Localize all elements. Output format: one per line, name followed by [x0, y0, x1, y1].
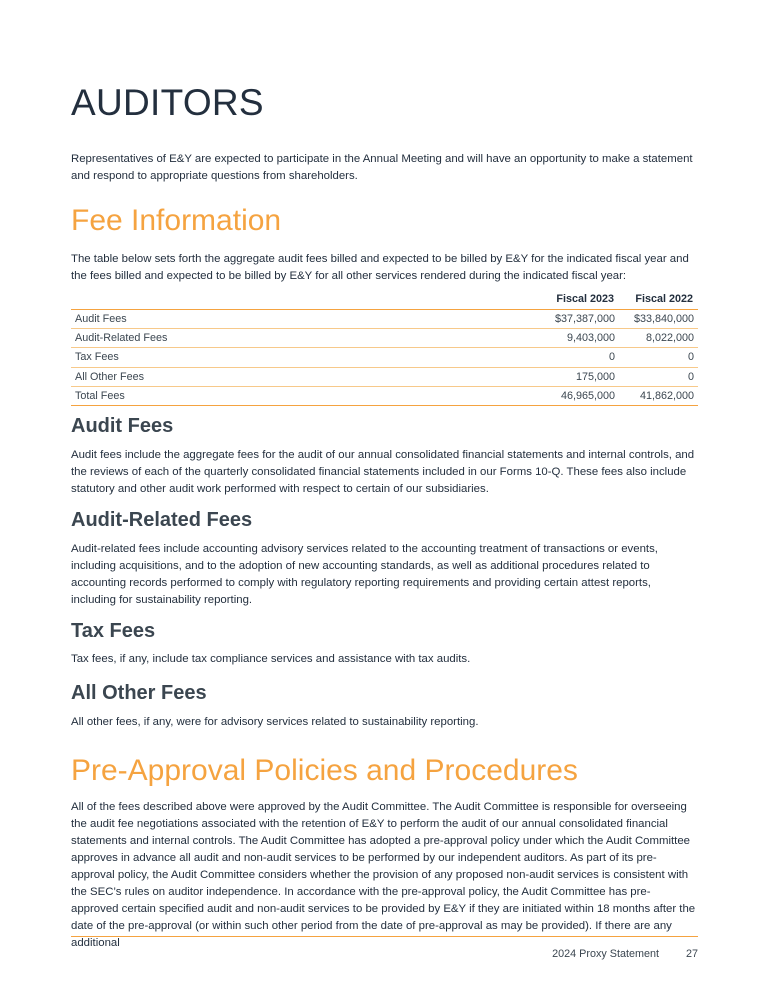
fee-table: [71, 289, 698, 406]
row-label: All Other Fees: [71, 367, 534, 386]
row-label: Audit-Related Fees: [71, 329, 534, 348]
row-value-fy2023: $37,387,000: [534, 310, 619, 329]
row-label: Total Fees: [71, 386, 534, 405]
footer-divider: [71, 936, 698, 937]
all-other-fees-paragraph: All other fees, if any, were for advisory services related to sustainability reporting.: [71, 716, 479, 728]
fee-table-header-row: [71, 289, 698, 310]
row-value-fy2023: 9,403,000: [534, 329, 619, 348]
audit-related-fees-paragraph: Audit-related fees include accounting advisory services related to the accounting treatment of transactions or events, including acquisitions, and to the adoption of new accounting standards, as well as additional procedures related to accounting records performed to comply with regulatory reporting requirements and providing certain attest reports, including for sustainability reporting.: [71, 543, 658, 606]
fee-table-header-fy2022: Fiscal 2022: [619, 289, 698, 310]
table-row-total: [71, 386, 698, 405]
fee-information-heading: Fee Information: [71, 204, 282, 237]
fee-table-header-fy2023: Fiscal 2023: [534, 289, 619, 310]
fee-information-description: The table below sets forth the aggregate audit fees billed and expected to be billed by E&Y for the indicated fiscal year and the fees billed and expected to be billed by E&Y for all other services rendered during the indicated fiscal year:: [71, 253, 689, 282]
row-value-fy2022: 8,022,000: [619, 329, 698, 348]
row-value-fy2022: $33,840,000: [619, 310, 698, 329]
page-title: AUDITORS: [71, 82, 264, 123]
row-value-fy2023: 46,965,000: [534, 386, 619, 405]
row-label: Tax Fees: [71, 348, 534, 367]
intro-paragraph: Representatives of E&Y are expected to participate in the Annual Meeting and will have an opportunity to make a statement and respond to appropriate questions from shareholders.: [71, 153, 693, 182]
row-value-fy2023: 0: [534, 348, 619, 367]
table-row: [71, 367, 698, 386]
footer-document-title: 2024 Proxy Statement: [552, 948, 659, 960]
table-row: [71, 329, 698, 348]
row-label: Audit Fees: [71, 310, 534, 329]
audit-related-fees-heading: Audit-Related Fees: [71, 509, 253, 531]
tax-fees-heading: Tax Fees: [71, 620, 156, 642]
row-value-fy2023: 175,000: [534, 367, 619, 386]
row-value-fy2022: 0: [619, 348, 698, 367]
audit-fees-heading: Audit Fees: [71, 415, 174, 437]
tax-fees-paragraph: Tax fees, if any, include tax compliance services and assistance with tax audits.: [71, 653, 471, 665]
fee-table-wrapper: [71, 289, 698, 406]
table-row: [71, 348, 698, 367]
fee-table-header-label: [71, 289, 534, 310]
table-row: [71, 310, 698, 329]
row-value-fy2022: 41,862,000: [619, 386, 698, 405]
all-other-fees-heading: All Other Fees: [71, 682, 207, 704]
audit-fees-paragraph: Audit fees include the aggregate fees for the audit of our annual consolidated financial statements and internal controls, and the reviews of each of the quarterly consolidated financial statements included in our Forms 10-Q. These fees also include statutory and other audit work performed with respect to certain of our subsidiaries.: [71, 449, 695, 495]
pre-approval-paragraph: All of the fees described above were approved by the Audit Committee. The Audit Committee is responsible for overseeing the audit fee negotiations associated with the retention of E&Y to perform the audit of our annual consolidated financial statements and internal controls. The Audit Committee has adopted a pre-approval policy under which the Audit Committee approves in advance all audit and non-audit services to be performed by our independent auditors. As part of its pre-approval policy, the Audit Committee considers whether the provision of any proposed non-audit services is consistent with the SEC’s rules on auditor independence. In accordance with the pre-approval policy, the Audit Committee has pre-approved certain specified audit and non-audit services to be provided by E&Y if they are initiated within 18 months after the date of the pre-approval (or within such other period from the date of pre-approval as may be provided). If there are any additional: [71, 801, 696, 949]
page-footer: [552, 948, 698, 960]
page-number: 27: [685, 948, 698, 960]
row-value-fy2022: 0: [619, 367, 698, 386]
pre-approval-heading: Pre-Approval Policies and Procedures: [71, 754, 578, 787]
